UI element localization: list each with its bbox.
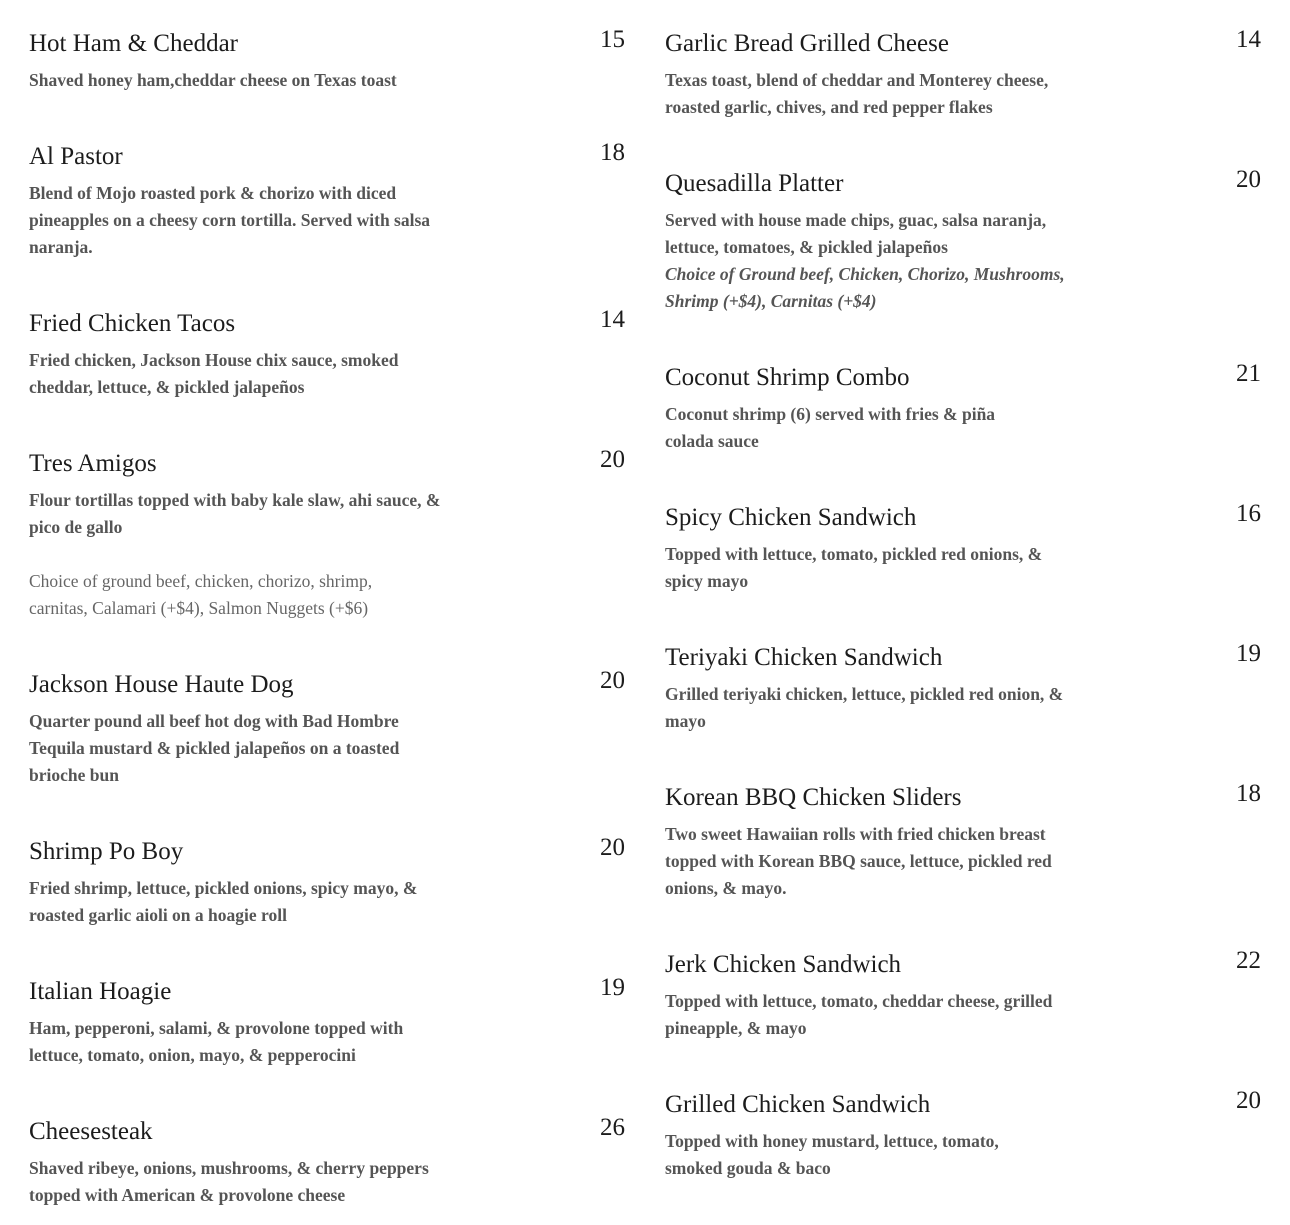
item-price: 19: [1236, 640, 1261, 667]
item-name: Quesadilla Platter: [665, 170, 844, 197]
item-price: 15: [600, 26, 625, 53]
item-description: Quarter pound all beef hot dog with Bad Hombre Tequila mustard & pickled jalapeños on a toasted brioche bun: [29, 711, 400, 785]
item-name: Tres Amigos: [29, 450, 157, 477]
menu-item: [29, 446, 625, 622]
item-price: 20: [600, 834, 625, 861]
menu-item: [665, 166, 1261, 315]
item-name: Italian Hoagie: [29, 978, 172, 1005]
item-description: Two sweet Hawaiian rolls with fried chicken breast topped with Korean BBQ sauce, lettuce, pickled red onions, & mayo.: [665, 824, 1052, 898]
item-price: 20: [1236, 166, 1261, 193]
item-price: 22: [1236, 947, 1261, 974]
item-price: 26: [600, 1114, 625, 1141]
item-description: Topped with honey mustard, lettuce, tomato, smoked gouda & baco: [665, 1131, 999, 1178]
menu-item: [29, 834, 625, 929]
item-name: Al Pastor: [29, 143, 123, 170]
menu-item: [665, 947, 1261, 1042]
item-price: 16: [1236, 500, 1261, 527]
item-name: Teriyaki Chicken Sandwich: [665, 644, 943, 671]
item-description: Shaved ribeye, onions, mushrooms, & cherry peppers topped with American & provolone cheese: [29, 1158, 429, 1205]
menu-item: [29, 26, 625, 94]
menu-item: [29, 1114, 625, 1209]
menu-item: [29, 667, 625, 789]
menu-item: [665, 500, 1261, 595]
item-price: 18: [1236, 780, 1261, 807]
menu-item: [29, 139, 625, 261]
item-description: Served with house made chips, guac, salsa naranja, lettuce, tomatoes, & pickled jalapeños: [665, 210, 1047, 257]
item-price: 14: [600, 306, 625, 333]
item-name: Shrimp Po Boy: [29, 838, 184, 865]
item-name: Fried Chicken Tacos: [29, 310, 236, 337]
item-description: Texas toast, blend of cheddar and Monterey cheese, roasted garlic, chives, and red pepper flakes: [665, 70, 1049, 117]
item-description: Flour tortillas topped with baby kale slaw, ahi sauce, & pico de gallo: [29, 490, 441, 537]
item-description: Coconut shrimp (6) served with fries & piña colada sauce: [665, 404, 996, 451]
menu-item: [665, 360, 1261, 455]
menu-item: [29, 974, 625, 1069]
menu-item: [665, 1087, 1261, 1182]
item-choices: Choice of Ground beef, Chicken, Chorizo, Mushrooms, Shrimp (+$4), Carnitas (+$4): [665, 264, 1065, 311]
item-description: Fried shrimp, lettuce, pickled onions, spicy mayo, & roasted garlic aioli on a hoagie roll: [29, 878, 418, 925]
item-price: 18: [600, 139, 625, 166]
item-price: 20: [600, 667, 625, 694]
menu-item: [665, 780, 1261, 902]
item-price: 21: [1236, 360, 1261, 387]
item-description: Topped with lettuce, tomato, cheddar cheese, grilled pineapple, & mayo: [665, 991, 1053, 1038]
menu-item: [665, 640, 1261, 735]
item-price: 14: [1236, 26, 1261, 53]
item-name: Jerk Chicken Sandwich: [665, 951, 902, 978]
item-name: Spicy Chicken Sandwich: [665, 504, 917, 531]
item-name: Garlic Bread Grilled Cheese: [665, 30, 949, 57]
item-name: Hot Ham & Cheddar: [29, 30, 238, 57]
item-description: Ham, pepperoni, salami, & provolone topped with lettuce, tomato, onion, mayo, & pepperocini: [29, 1018, 404, 1065]
item-description: Blend of Mojo roasted pork & chorizo with diced pineapples on a cheesy corn tortilla. Served with salsa naranja.: [29, 183, 431, 257]
menu-item: [665, 26, 1261, 121]
item-description: Grilled teriyaki chicken, lettuce, pickled red onion, & mayo: [665, 684, 1064, 731]
menu-item: [29, 306, 625, 401]
item-name: Grilled Chicken Sandwich: [665, 1091, 931, 1118]
item-description: Fried chicken, Jackson House chix sauce, smoked cheddar, lettuce, & pickled jalapeños: [29, 350, 399, 397]
item-name: Cheesesteak: [29, 1118, 153, 1145]
item-name: Korean BBQ Chicken Sliders: [665, 784, 962, 811]
item-price: 20: [600, 446, 625, 473]
item-name: Jackson House Haute Dog: [29, 671, 294, 698]
item-price: 20: [1236, 1087, 1261, 1114]
item-price: 19: [600, 974, 625, 1001]
item-description: Topped with lettuce, tomato, pickled red onions, & spicy mayo: [665, 544, 1043, 591]
item-note: Choice of ground beef, chicken, chorizo, shrimp, carnitas, Calamari (+$4), Salmon Nuggets (+$6): [29, 571, 373, 618]
item-name: Coconut Shrimp Combo: [665, 364, 910, 391]
item-description: Shaved honey ham,cheddar cheese on Texas toast: [29, 70, 397, 90]
